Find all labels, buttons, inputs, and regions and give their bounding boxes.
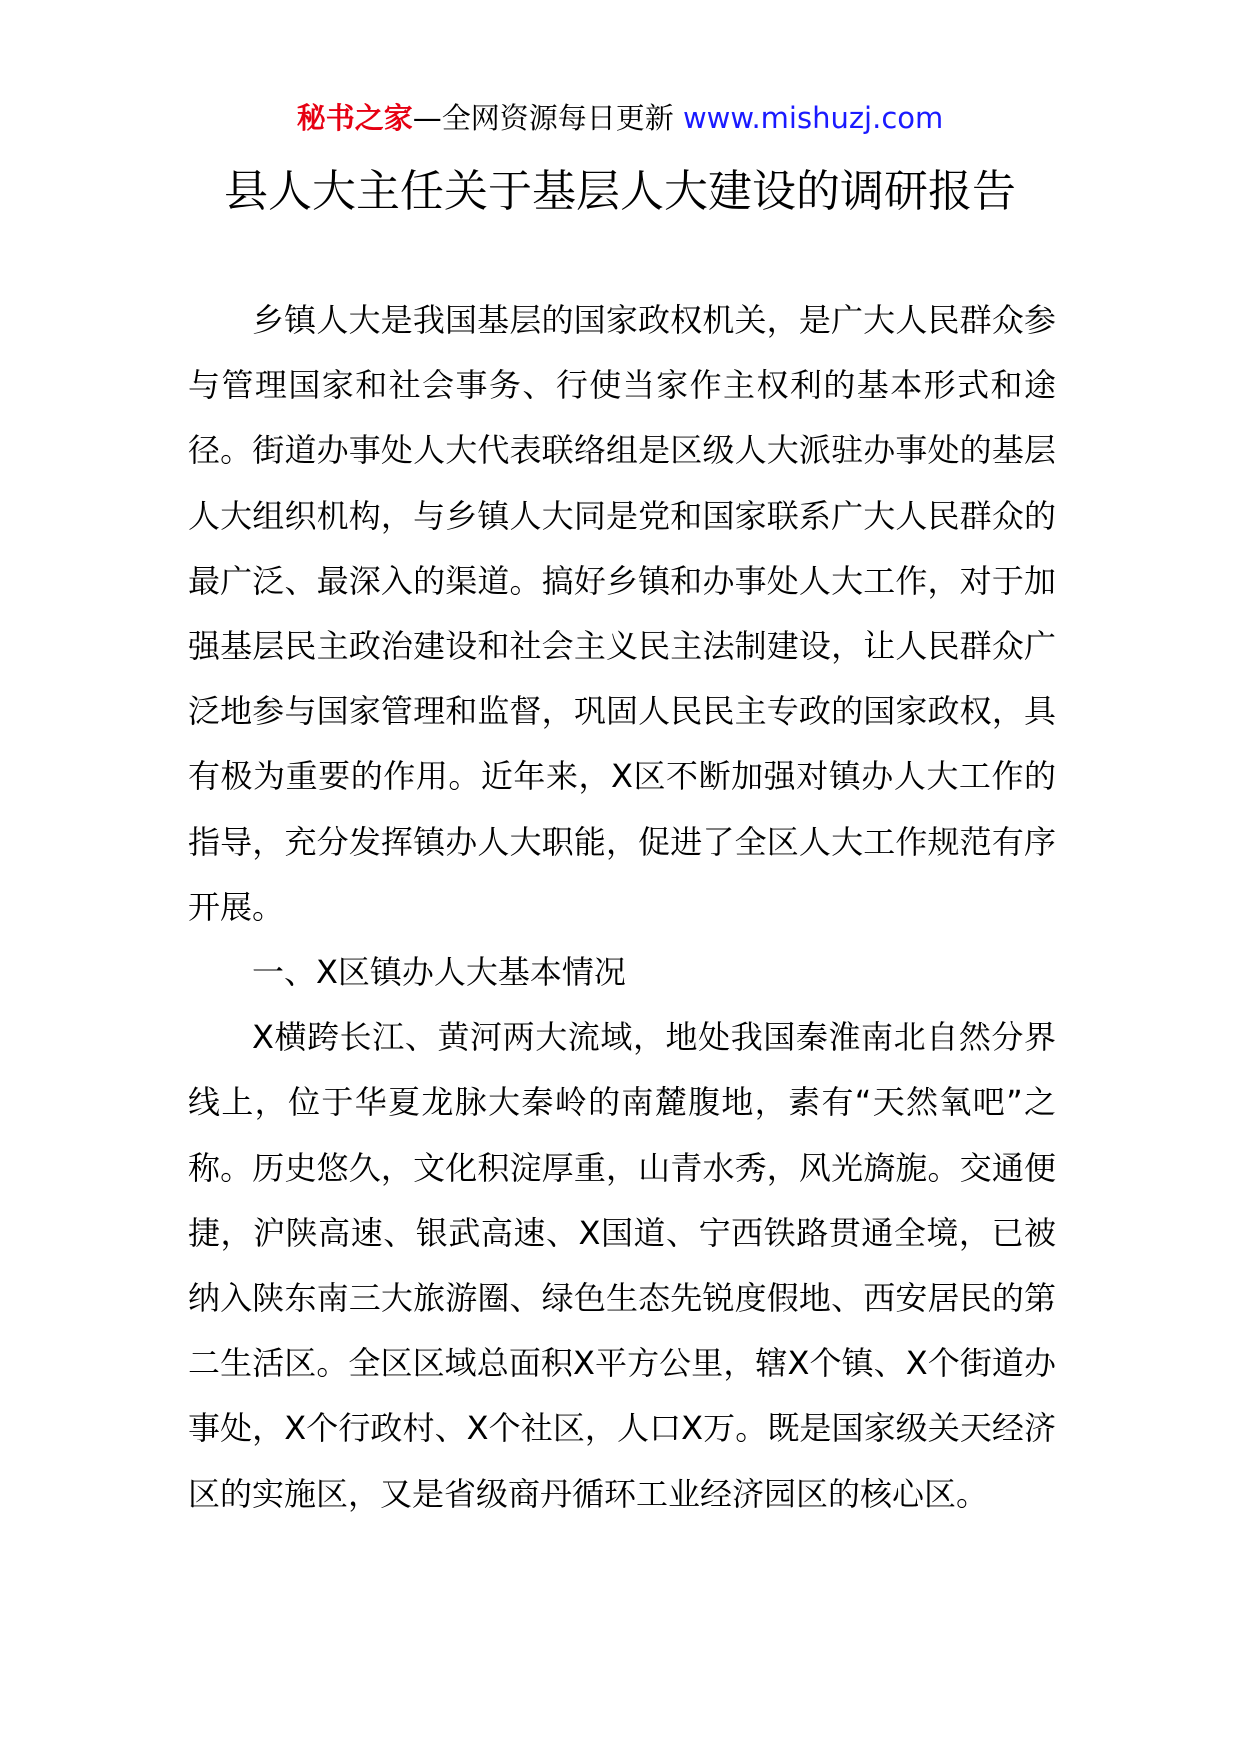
site-tagline: —全网资源每日更新 [412, 101, 674, 135]
paragraph-overview: X横跨长江、黄河两大流域，地处我国秦淮南北自然分界线上，位于华夏龙脉大秦岭的南麓腹地，素有“天然氧吧”之称。历史悠久，文化积淀厚重，山青水秀，风光旖旎。交通便捷，沪陕高速、银武高速、X国道、宁西铁路贯通全境，已被纳入陕东南三大旅游圈、绿色生态先锐度假地、西安居民的第二生活区。全区区域总面积X平方公里，辖X个镇、X个街道办事处，X个行政村、X个社区，人口X万。既是国家级关天经济区的实施区，又是省级商丹循环工业经济园区的核心区。 [188, 1018, 1056, 1513]
section-heading: 一、X区镇办人大基本情况 [252, 953, 626, 992]
site-brand: 秘书之家 [296, 101, 413, 135]
site-header [0, 98, 1240, 138]
site-url-link[interactable]: www.mishuzj.com [682, 101, 944, 135]
document-body [188, 288, 1056, 1527]
paragraph-intro: 乡镇人大是我国基层的国家政权机关，是广大人民群众参与管理国家和社会事务、行使当家作主权利的基本形式和途径。街道办事处人大代表联络组是区级人大派驻办事处的基层人大组织机构，与乡镇人大同是党和国家联系广大人民群众的最广泛、最深入的渠道。搞好乡镇和办事处人大工作，对于加强基层民主政治建设和社会主义民主法制建设，让人民群众广泛地参与国家管理和监督，巩固人民民主专政的国家政权，具有极为重要的作用。近年来，X区不断加强对镇办人大工作的指导，充分发挥镇办人大职能，促进了全区人大工作规范有序开展。 [188, 301, 1056, 926]
document-title: 县人大主任关于基层人大建设的调研报告 [224, 166, 1016, 217]
